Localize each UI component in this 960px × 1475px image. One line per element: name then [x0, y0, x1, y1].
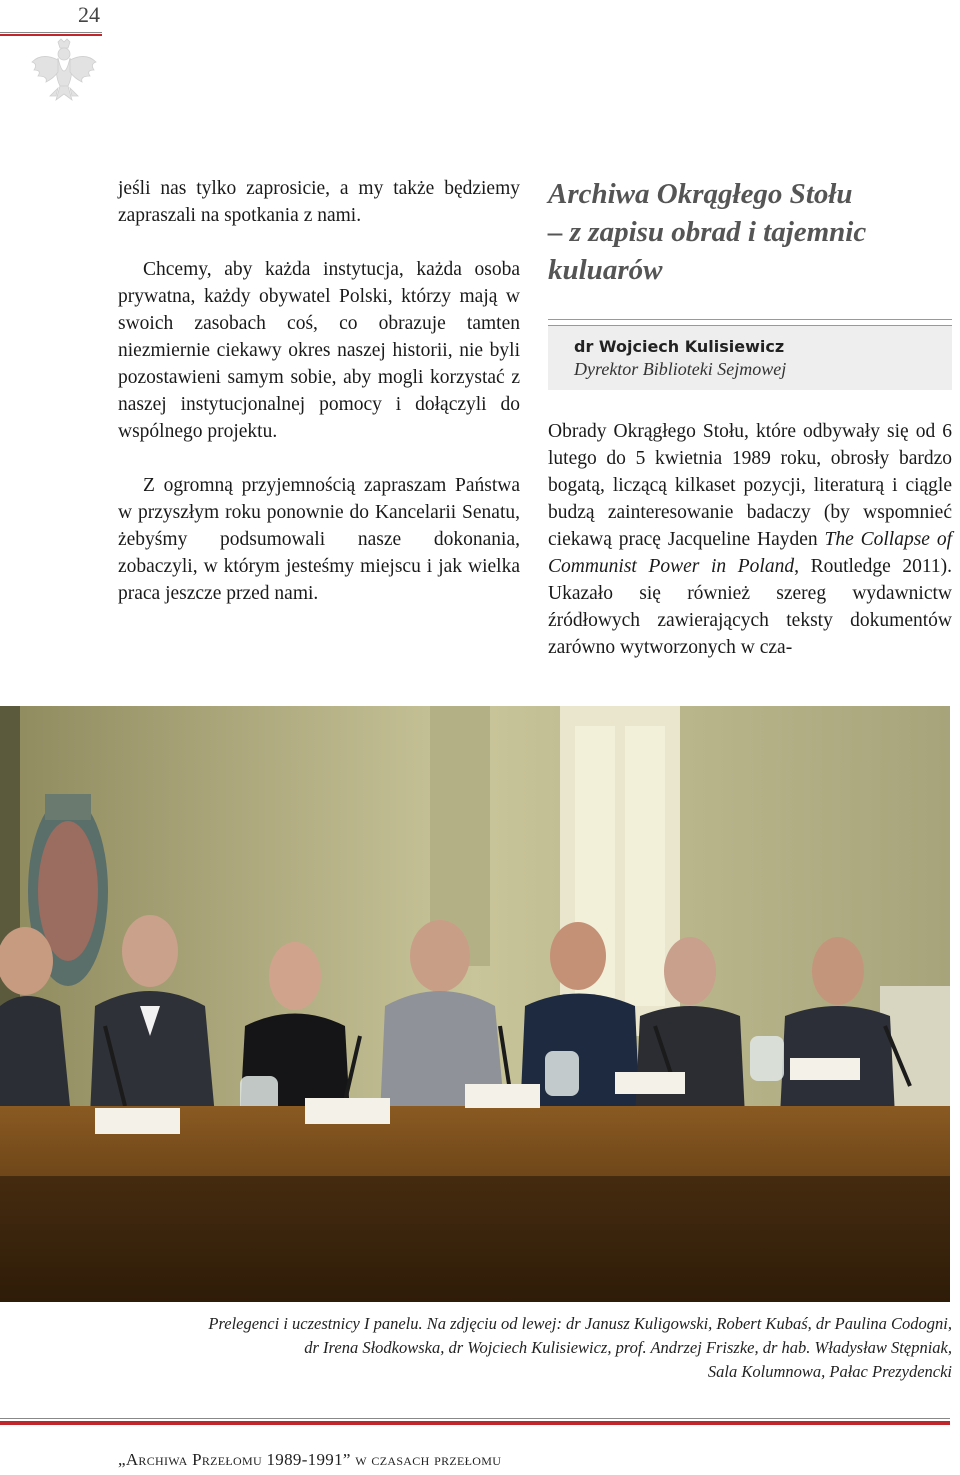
paragraph: Z ogromną przyjemnością zapraszam Państwa w przyszłym roku ponownie do Kancelarii Senatu, żebyśmy podsumowali nasze dokonania, zobaczyli, w którym jesteśmy miejscu i jak wielka praca jeszcze przed nami. [118, 475, 520, 604]
page-number: 24 [78, 2, 100, 27]
right-column [548, 175, 952, 661]
photo-caption [140, 1312, 952, 1384]
panel-photo [0, 706, 950, 1302]
footer-rule [0, 1418, 950, 1419]
article-title-line: Archiwa Okrągłego Stołu [548, 178, 853, 210]
caption-line: dr Irena Słodkowska, dr Wojciech Kulisiewicz, prof. Andrzej Friszke, dr hab. Władysław Stępniak, [304, 1338, 952, 1357]
paragraph: jeśli nas tylko zaprosicie, a my także będziemy zapraszali na spotkania z nami. [118, 178, 520, 226]
author-box-rule [548, 319, 952, 326]
author-name: dr Wojciech Kulisiewicz [574, 337, 785, 356]
page-number-red-rule [0, 34, 102, 36]
caption-line: Prelegenci i uczestnicy I panelu. Na zdjęciu od lewej: dr Janusz Kuligowski, Robert Kubaś, dr Paulina Codogni, [208, 1314, 952, 1333]
article-title [548, 175, 952, 289]
caption-line: Sala Kolumnowa, Pałac Prezydencki [707, 1362, 952, 1381]
footer-red-rule [0, 1421, 950, 1425]
author-role: Dyrektor Biblioteki Sejmowej [574, 359, 787, 379]
white-eagle-emblem-icon [28, 38, 100, 108]
running-footer: „Archiwa Przełomu 1989-1991” w czasach przełomu [118, 1450, 502, 1469]
article-title-line: – z zapisu obrad i tajemnic [548, 216, 867, 248]
author-box [548, 319, 952, 390]
article-body [548, 418, 952, 661]
page-number-rule [0, 32, 102, 33]
article-title-line: kuluarów [548, 254, 663, 286]
article-body-text: Obrady Okrągłego Stołu, które odbywały się od 6 lutego do 5 kwietnia 1989 roku, obrosły bardzo bogatą, liczącą kilkaset pozycji, literaturą i ciągle budzą zainteresowanie badaczy (by wspomnieć ciekawą pracę Jacqueline Hayden [548, 421, 952, 550]
left-column [118, 175, 520, 607]
book-title: The Collapse of Communist Power in Poland [548, 529, 952, 577]
article-body-text: , Routledge 2011). Ukazało się również szereg wydawnictw źródłowych zawierających teksty dokumentów zarówno wytworzonych w cza- [548, 556, 952, 658]
paragraph: Chcemy, aby każda instytucja, każda osoba prywatna, każdy obywatel Polski, którzy mają w swoich zasobach coś, co obrazuje tamten niezmiernie ciekawy okres naszej historii, nie byli pozostawieni samym sobie, aby mogli korzystać z naszej instytucjonalnej pomocy i dołączyli do wspólnego projektu. [118, 259, 520, 442]
